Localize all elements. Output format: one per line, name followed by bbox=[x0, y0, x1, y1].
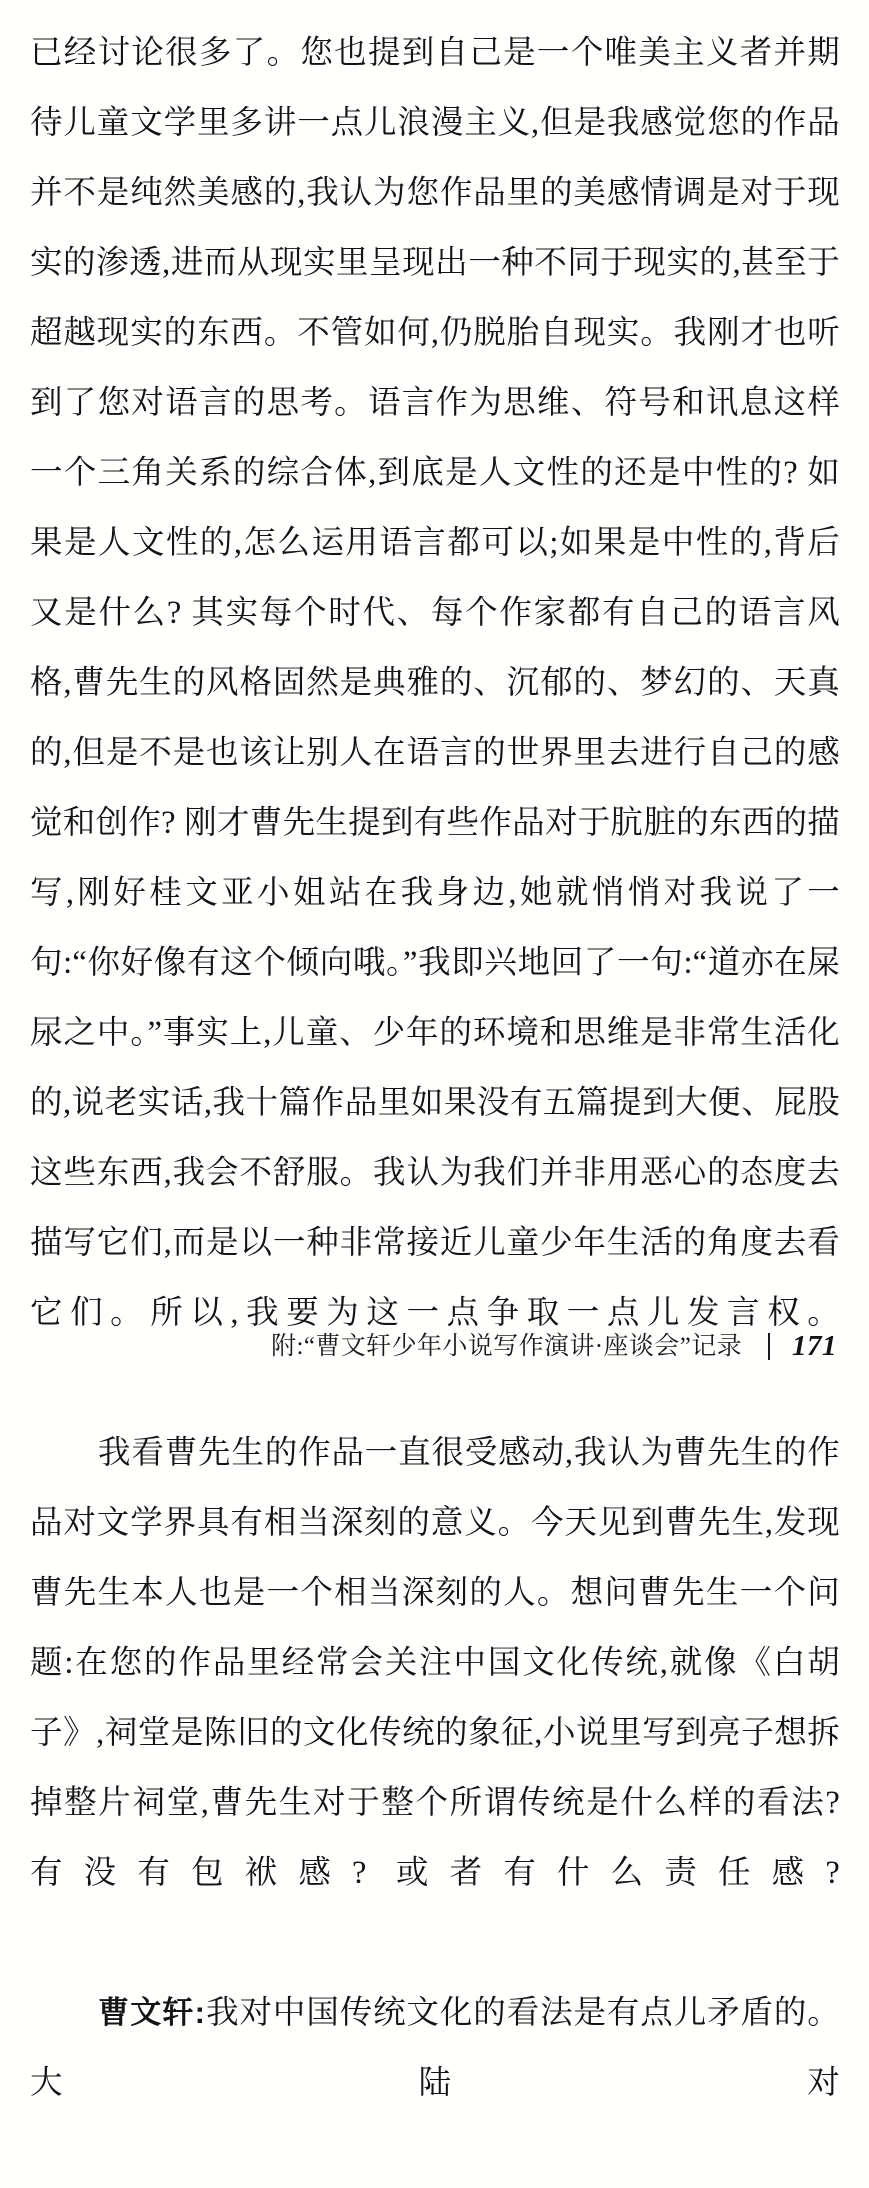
paragraph-caowenxuan bbox=[30, 1978, 840, 2188]
paragraph-text: 我看曹先生的作品一直很受感动,我认为曹先生的作品对文学界具有相当深刻的意义。今天见到曹先生,发现曹先生本人也是一个相当深刻的人。想问曹先生一个问题:在您的作品里经常会关注中国文化传统,就像《白胡子》,祠堂是陈旧的文化传统的象征,小说里写到亮子想拆掉整片祠堂,曹先生对于整个所谓传统是什么样的看法? 有没有包袱感? 或者有什么责任感? bbox=[30, 1435, 840, 1891]
paragraph-text: 已经讨论很多了。您也提到自己是一个唯美主义者并期待儿童文学里多讲一点儿浪漫主义,但是我感觉您的作品并不是纯然美感的,我认为您作品里的美感情调是对于现实的渗透,进而从现实里呈现出一种不同于现实的,甚至于超越现实的东西。不管如何,仍脱胎自现实。我刚才也听到了您对语言的思考。语言作为思维、符号和讯息这样一个三角关系的综合体,到底是人文性的还是中性的? 如果是人文性的,怎么运用语言都可以;如果是中性的,背后又是什么? 其实每个时代、每个作家都有自己的语言风格,曹先生的风格固然是典雅的、沉郁的、梦幻的、天真的,但是不是也该让别人在语言的世界里去进行自己的感觉和创作? 刚才曹先生提到有些作品对于肮脏的东西的描写,刚好桂文亚小姐站在我身边,她就悄悄对我说了一句:“你好像有这个倾向哦。”我即兴地回了一句:“道亦在屎尿之中。”事实上,儿童、少年的环境和思维是非常生活化的,说老实话,我十篇作品里如果没有五篇提到大便、屁股这些东西,我会不舒服。我认为我们并非用恶心的态度去描写它们,而是以一种非常接近儿童少年生活的角度去看它们。所以,我要为这一点争取一点儿发言权。 bbox=[30, 35, 840, 1331]
paragraph-continued bbox=[30, 18, 840, 1418]
footer-separator-rule bbox=[768, 1333, 770, 1360]
page-number: 171 bbox=[792, 1329, 837, 1362]
paragraph-text: 我对中国传统文化的看法是有点儿矛盾的。大陆对 bbox=[30, 1995, 840, 2101]
body-text-column bbox=[30, 18, 840, 2188]
speaker-label-caowenxuan: 曹文轩: bbox=[98, 1995, 206, 2030]
footer-running-title: 附:“曹文轩少年小说写作演讲·座谈会”记录 bbox=[271, 1332, 742, 1360]
page-footer bbox=[0, 1323, 869, 1369]
paragraph-second bbox=[30, 1418, 840, 1978]
